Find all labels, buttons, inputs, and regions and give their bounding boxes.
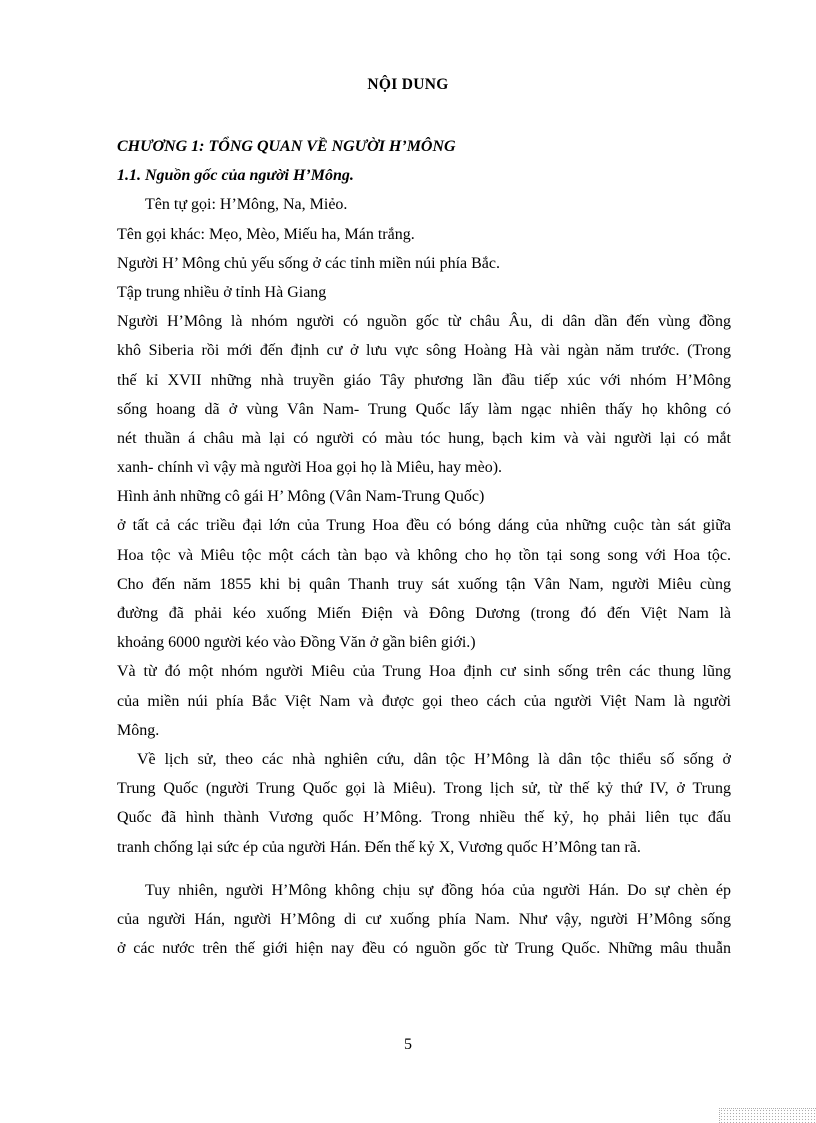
section-heading: 1.1. Nguồn gốc của người H’Mông. <box>117 167 354 185</box>
paragraph-line: tranh chống lại sức ép của người Hán. Đến thế kỷ X, Vương quốc H’Mông tan rã. <box>117 838 641 856</box>
paragraph-line: Và từ đó một nhóm người Miêu của Trung Hoa định cư sinh sống trên các thung lũng <box>117 663 731 681</box>
paragraph-line: của người Hán, người H’Mông di cư xuống phía Nam. Như vậy, người H’Mông sống <box>117 910 731 928</box>
paragraph-line: đường đã phải kéo xuống Miến Điện và Đông Dương (trong đó đến Việt Nam là <box>117 605 731 622</box>
paragraph-line: nét thuần á châu mà lại có người có màu tóc hung, bạch kim và vài người lại có mắt <box>117 429 731 447</box>
paragraph-line: thế kỉ XVII những nhà truyền giáo Tây phương lần đầu tiếp xúc với nhóm H’Mông <box>117 371 731 389</box>
paragraph-line: Người H’ Mông chủ yếu sống ở các tỉnh miền núi phía Bắc. <box>117 254 500 272</box>
paragraph-line: ở tất cả các triều đại lớn của Trung Hoa đều có bóng dáng của những cuộc tàn sát giữa <box>117 517 731 535</box>
paragraph-line: khô Siberia rồi mới đến định cư ở lưu vực sông Hoàng Hà vài ngàn năm trước. (Trong <box>117 342 731 360</box>
paragraph-line: của miền núi phía Bắc Việt Nam và được gọi theo cách của người Việt Nam là người <box>117 692 731 710</box>
paragraph-line: Quốc đã hình thành Vương quốc H’Mông. Trong nhiều thế kỷ, họ phải liên tục đấu <box>117 809 731 827</box>
paragraph-line: sống hoang dã ở vùng Vân Nam- Trung Quốc lấy làm ngạc nhiên thấy họ không có <box>117 400 731 418</box>
paragraph-line: Trung Quốc (người Trung Quốc gọi là Miêu). Trong lịch sử, từ thế kỷ thứ IV, ở Trung <box>117 780 731 798</box>
paragraph-line: Hoa tộc và Miêu tộc một cách tàn bạo và không cho họ tồn tại song song với Hoa tộc. <box>117 546 731 564</box>
paragraph-line: ở các nước trên thế giới hiện nay đều có nguồn gốc từ Trung Quốc. Những mâu thuẫn <box>117 940 731 958</box>
paragraph-line: Cho đến năm 1855 khi bị quân Thanh truy sát xuống tận Vân Nam, người Miêu cùng <box>117 575 731 593</box>
paragraph-line: Tập trung nhiều ở tỉnh Hà Giang <box>117 283 327 301</box>
document-body <box>117 132 731 963</box>
paragraph-line: Tuy nhiên, người H’Mông không chịu sự đồng hóa của người Hán. Do sự chèn ép <box>145 881 731 899</box>
paragraph-line: Về lịch sử, theo các nhà nghiên cứu, dân tộc H’Mông là dân tộc thiểu số sống ở <box>137 750 731 768</box>
paragraph-line: Hình ảnh những cô gái H’ Mông (Vân Nam-Trung Quốc) <box>117 488 485 506</box>
paragraph-line: Người H’Mông là nhóm người có nguồn gốc từ châu Âu, di dân dần đến vùng đồng <box>117 313 731 331</box>
chapter-heading: CHƯƠNG 1: TỔNG QUAN VỀ NGƯỜI H’MÔNG <box>117 138 456 155</box>
paragraph-line: Mông. <box>117 721 160 739</box>
corner-dotted-mark <box>719 1108 816 1123</box>
paragraph-line: Tên tự gọi: H’Mông, Na, Miẻo. <box>145 196 348 214</box>
page-title: NỘI DUNG <box>367 76 449 93</box>
paragraph-line: xanh- chính vì vậy mà người Hoa gọi họ là Miêu, hay mèo). <box>117 459 503 477</box>
paragraph-gap <box>117 862 731 876</box>
page-number: 5 <box>404 1036 412 1053</box>
paragraph-line: khoảng 6000 người kéo vào Đồng Văn ở gần biên giới.) <box>117 634 476 652</box>
paragraph-line: Tên gọi khác: Mẹo, Mèo, Miếu ha, Mán trắng. <box>117 225 415 243</box>
